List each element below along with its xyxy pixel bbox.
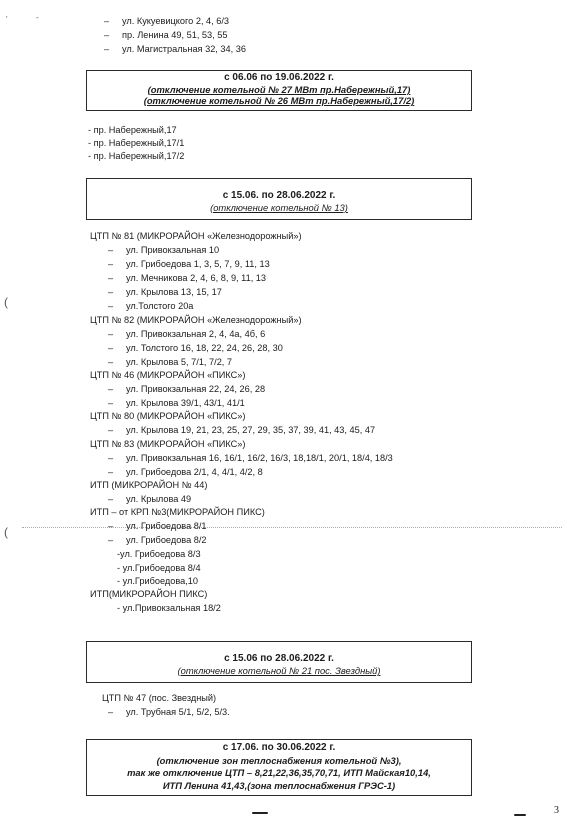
bullet-dash: – — [108, 535, 114, 545]
bullet-dash: – — [108, 467, 114, 477]
group-header: ЦТП № 83 (МИКРОРАЙОН «ПИКС») — [90, 439, 246, 449]
group-header: ЦТП № 82 (МИКРОРАЙОН «Железнодорожный») — [90, 315, 302, 325]
period-note: (отключение котельной № 27 МВт пр.Набережный,17) — [147, 84, 411, 95]
group-header: ИТП (МИКРОРАЙОН № 44) — [90, 480, 208, 490]
scan-mark: - — [36, 13, 39, 22]
group-header: ЦТП № 81 (МИКРОРАЙОН «Железнодорожный») — [90, 231, 302, 241]
address-line: ул. Грибоедова 2/1, 4, 4/1, 4/2, 8 — [126, 467, 263, 477]
address-line: ул. Магистральная 32, 34, 36 — [122, 44, 246, 54]
scan-mark: ' — [6, 15, 8, 24]
fold-line — [22, 527, 562, 528]
address-line: - ул.Грибоедова,10 — [117, 576, 199, 586]
address-line: ул. Привокзальная 10 — [126, 245, 220, 255]
period-note: ИТП Ленина 41,43,(зона теплоснабжения ГРЭС-1) — [162, 779, 396, 791]
bullet-dash: – — [108, 453, 114, 463]
period-box — [86, 70, 472, 111]
scan-smear — [514, 814, 526, 816]
group-header: ЦТП № 47 (пос. Звездный) — [102, 693, 217, 703]
address-line: - пр. Набережный,17 — [88, 125, 177, 135]
bullet-dash: – — [108, 398, 114, 408]
bullet-dash: – — [108, 425, 114, 435]
bullet-dash: – — [108, 343, 114, 353]
address-line: ул. Крылова 19, 21, 23, 25, 27, 29, 35, 37, 39, 41, 43, 45, 47 — [126, 425, 376, 435]
bullet-dash: – — [108, 259, 114, 269]
group-header: ЦТП № 80 (МИКРОРАЙОН «ПИКС») — [90, 411, 246, 421]
group-header: ИТП(МИКРОРАЙОН ПИКС) — [90, 589, 208, 599]
period-note: (отключение зон теплоснабжения котельной №3), — [156, 755, 402, 766]
bullet-dash: – — [108, 329, 114, 339]
period-box — [86, 739, 472, 796]
punch-hole-mark: ( — [4, 525, 8, 539]
period-title: с 17.06. по 30.06.2022 г. — [222, 742, 336, 753]
period-note: (отключение котельной № 21 пос. Звездный) — [177, 665, 381, 676]
address-line: ул. Крылова 39/1, 43/1, 41/1 — [126, 398, 245, 408]
address-line: ул. Привокзальная 22, 24, 26, 28 — [126, 384, 266, 394]
bullet-dash: – — [108, 273, 114, 283]
bullet-dash: – — [108, 287, 114, 297]
scan-smear — [252, 812, 268, 814]
address-line: пр. Ленина 49, 51, 53, 55 — [122, 30, 228, 40]
period-note: (отключение котельной № 26 МВт пр.Набережный,17/2) — [143, 95, 415, 107]
period-title: с 06.06 по 19.06.2022 г. — [224, 72, 334, 83]
bullet-dash: – — [108, 494, 114, 504]
address-line: ул. Крылова 5, 7/1, 7/2, 7 — [126, 357, 233, 367]
bullet-dash: – — [108, 384, 114, 394]
address-line: ул. Грибоедова 8/1 — [126, 521, 207, 531]
bullet-dash: – — [108, 245, 114, 255]
address-line: - ул.Грибоедова 8/4 — [117, 563, 201, 573]
address-line: - ул.Привокзальная 18/2 — [117, 603, 221, 613]
bullet-dash: – — [108, 521, 114, 531]
address-line: ул. Кукуевицкого 2, 4, 6/3 — [122, 16, 230, 26]
punch-hole-mark: ( — [4, 295, 8, 309]
period-title: с 15.06 по 28.06.2022 г. — [224, 653, 334, 664]
address-line: ул. Крылова 13, 15, 17 — [126, 287, 222, 297]
group-header: ИТП – от КРП №3(МИКРОРАЙОН ПИКС) — [90, 507, 265, 517]
address-line: - пр. Набережный,17/2 — [88, 151, 185, 161]
group-header: ЦТП № 46 (МИКРОРАЙОН «ПИКС») — [90, 370, 246, 380]
address-line: ул. Грибоедова 8/2 — [126, 535, 207, 545]
address-line: ул. Привокзальная 16, 16/1, 16/2, 16/3, 18,18/1, 20/1, 18/4, 18/3 — [126, 453, 393, 463]
address-line: ул. Трубная 5/1, 5/2, 5/3. — [126, 707, 230, 717]
bullet-dash: – — [104, 44, 110, 54]
address-line: - пр. Набережный,17/1 — [88, 138, 185, 148]
address-line: ул. Мечникова 2, 4, 6, 8, 9, 11, 13 — [126, 273, 267, 283]
bullet-dash: – — [108, 301, 114, 311]
bullet-dash: – — [108, 707, 114, 717]
bullet-dash: – — [104, 16, 110, 26]
bullet-dash: – — [108, 357, 114, 367]
address-line: ул. Крылова 49 — [126, 494, 192, 504]
period-note: так же отключение ЦТП – 8,21,22,36,35,70,71, ИТП Майская10,14, — [127, 767, 431, 779]
period-title: с 15.06. по 28.06.2022 г. — [222, 190, 336, 201]
address-line: -ул. Грибоедова 8/3 — [117, 549, 201, 559]
page-number: 3 — [554, 805, 559, 816]
period-note: (отключение котельной № 13) — [210, 202, 348, 213]
address-line: ул. Грибоедова 1, 3, 5, 7, 9, 11, 13 — [126, 259, 270, 269]
period-box — [86, 178, 472, 220]
address-line: ул. Толстого 16, 18, 22, 24, 26, 28, 30 — [126, 343, 283, 353]
bullet-dash: – — [104, 30, 110, 40]
address-line: ул. Привокзальная 2, 4, 4а, 4б, 6 — [126, 329, 266, 339]
address-line: ул.Толстого 20а — [126, 301, 194, 311]
period-box — [86, 641, 472, 683]
